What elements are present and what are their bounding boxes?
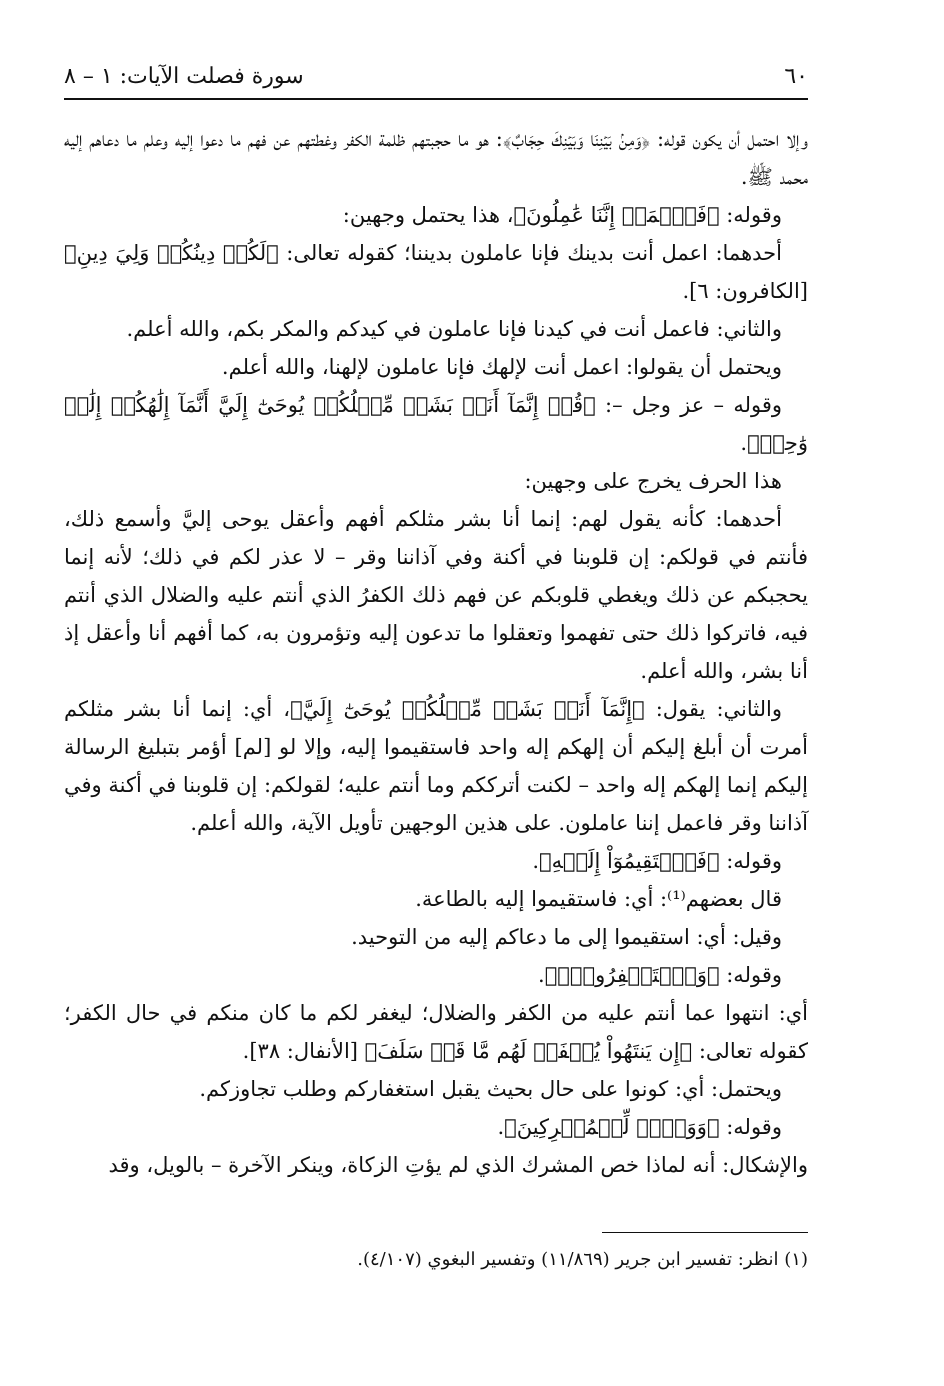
book-page [64, 58, 808, 1358]
running-title: سورة فصلت الآيات: ١ – ٨ [64, 64, 304, 89]
paragraph: والثاني: فاعمل أنت في كيدنا فإنا عاملون في كيدكم والمكر بكم، والله أعلم. [126, 317, 782, 341]
page-number: ٦٠ [784, 64, 808, 89]
paragraph: وإلا احتمل أن يكون قوله: ﴿وَمِنۢ بَيۡنِنَا وَبَيۡنِكَ حِجَابٌ﴾: هو ما حجبتهم ظلمة الكفر وغطتهم عن فهم ما دعوا إليه وعلم ما دعاهم إليه محمد ﷺ. [64, 127, 808, 189]
paragraph: والإشكال: أنه لماذا خص المشرك الذي لم يؤتِ الزكاة، وينكر الآخرة – بالويل، وقد [108, 1153, 808, 1177]
paragraph: وقوله: ﴿فَٱعۡمَلۡ إِنَّنَا عَٰمِلُونَ﴾، هذا يحتمل وجهين: [342, 203, 782, 227]
paragraph: وقوله: ﴿فَٱسۡتَقِيمُوٓاْ إِلَيۡهِ﴾. [532, 849, 782, 873]
page-header [64, 58, 808, 100]
paragraph: ويحتمل أن يقولوا: اعمل أنت لإلهك فإنا عاملون لإلهنا، والله أعلم. [221, 355, 782, 379]
paragraph: والثاني: يقول: ﴿إِنَّمَآ أَنَا۠ بَشَرٞ مِّثۡلُكُمۡ يُوحَىٰٓ إِلَيَّ﴾، أي: إنما أنا بشر مثلكم أمرت أن أبلغ إليكم أن إلهكم إله واحد فاستقيموا إليه، وإلا لو [لم] أؤمر بتبليغ الرسالة إليكم إنما إلهكم إله واحد – لكنت أترككم وما أنتم عليه؛ لقولكم: إن قلوبنا في أكنة وفي آذاننا وقر فاعمل إننا عاملون. على هذين الوجهين تأويل الآية، والله أعلم. [64, 697, 808, 835]
paragraph: هذا الحرف يخرج على وجهين: [524, 469, 782, 493]
paragraph: وقوله: ﴿وَوَيۡلٞ لِّلۡمُشۡرِكِينَ﴾. [497, 1115, 782, 1139]
footnote: (١) انظر: تفسير ابن جرير (١١/٨٦٩) وتفسير البغوي (٤/١٠٧). [357, 1249, 808, 1270]
page-body [64, 120, 808, 1184]
paragraph: أحدهما: اعمل أنت بدينك فإنا عاملون بديننا؛ كقوله تعالى: ﴿لَكُمۡ دِينُكُمۡ وَلِيَ دِينِ﴾ [الكافرون: ٦]. [64, 241, 808, 303]
paragraph: وقيل: أي: استقيموا إلى ما دعاكم إليه من التوحيد. [351, 925, 782, 949]
footnote-divider [602, 1232, 808, 1233]
paragraph: أحدهما: كأنه يقول لهم: إنما أنا بشر مثلكم أفهم وأعقل يوحى إليَّ وأسمع ذلك، فأنتم في قولكم: إن قلوبنا في أكنة وفي آذاننا وقر – لا عذر لكم في ذلك؛ لأنه إنما يحجبكم عن ذلك ويغطي قلوبكم عن فهم ذلك الكفرُ الذي أنتم عليه والضلال الذي أنتم فيه، فاتركوا ذلك حتى تفهموا وتعقلوا ما تدعون إليه وتؤمرون به، كما أفهم أنا وأعقل إذ أنا بشر، والله أعلم. [64, 507, 808, 683]
paragraph: أي: انتهوا عما أنتم عليه من الكفر والضلال؛ ليغفر لكم ما كان منكم في حال الكفر؛ كقوله تعالى: ﴿إِن يَنتَهُواْ يُغۡفَرۡ لَهُم مَّا قَدۡ سَلَفَ﴾ [الأنفال: ٣٨]. [64, 1001, 808, 1063]
paragraph: وقوله: ﴿وَٱسۡتَغۡفِرُوهُۗ﴾. [538, 963, 782, 987]
paragraph: قال بعضهم⁽¹⁾: أي: فاستقيموا إليه بالطاعة. [415, 887, 782, 911]
paragraph: ويحتمل: أي: كونوا على حال بحيث يقبل استغفاركم وطلب تجاوزكم. [199, 1077, 782, 1101]
paragraph: وقوله – عز وجل –: ﴿قُلۡ إِنَّمَآ أَنَا۠ بَشَرٞ مِّثۡلُكُمۡ يُوحَىٰٓ إِلَيَّ أَنَّمَآ إِلَٰهُكُمۡ إِلَٰهٞ وَٰحِدٞ﴾. [64, 393, 808, 455]
